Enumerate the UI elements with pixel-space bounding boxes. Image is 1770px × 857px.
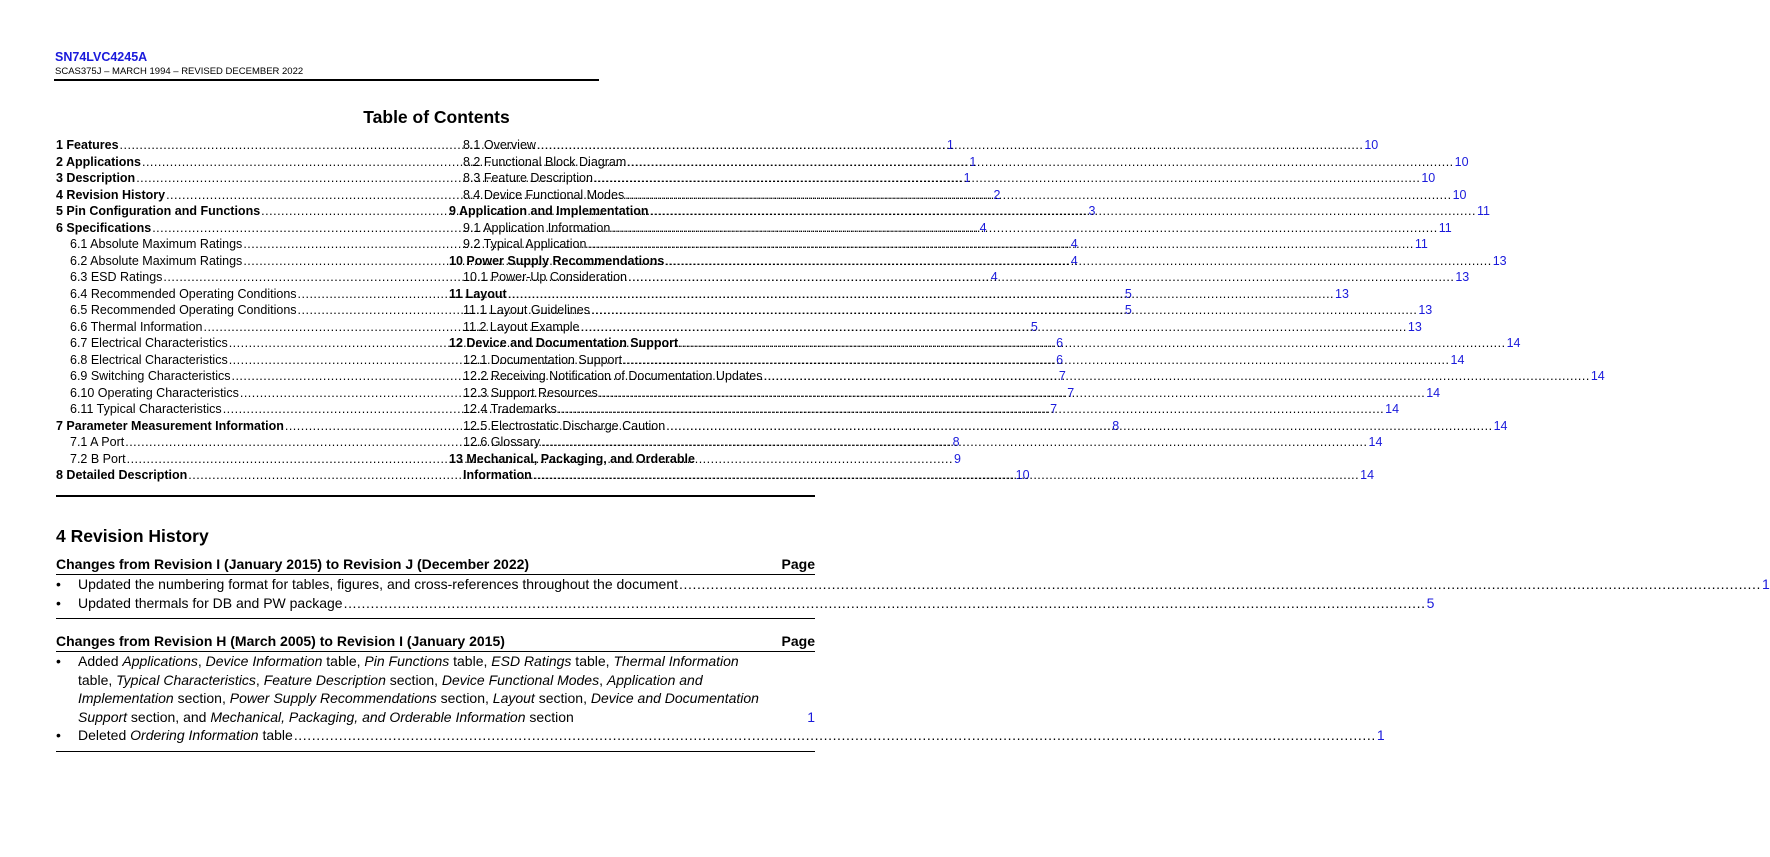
toc-entry[interactable] bbox=[449, 368, 1605, 385]
toc-entry-page-link[interactable]: 6 bbox=[1056, 336, 1064, 350]
revision-section-heading bbox=[56, 554, 815, 575]
bullet-icon: • bbox=[56, 727, 61, 743]
toc-entry-label: 6.7 Electrical Characteristics bbox=[70, 336, 228, 350]
toc-dot-leader bbox=[611, 220, 1437, 237]
revision-section-1 bbox=[56, 554, 1770, 619]
toc-entry-page-link[interactable]: 1 bbox=[946, 138, 954, 152]
revision-section-title: Changes from Revision H (March 2005) to Revision I (January 2015) bbox=[56, 633, 505, 649]
dot-leader bbox=[344, 594, 1426, 613]
toc-dot-leader bbox=[541, 434, 1367, 451]
toc-entry-label: 13 Mechanical, Packaging, and Orderable Information ..... bbox=[449, 451, 1360, 484]
document-title: SN74LVC4245A bbox=[55, 50, 148, 64]
revision-page-link[interactable]: 5 bbox=[1426, 594, 1435, 611]
toc-dot-leader bbox=[763, 368, 1589, 385]
toc-entry-label: 6.5 Recommended Operating Conditions bbox=[70, 303, 297, 317]
toc-entry-page-link[interactable]: 14 bbox=[1590, 369, 1605, 383]
toc-entry-page-link[interactable]: 9 bbox=[953, 451, 961, 466]
toc-entry[interactable] bbox=[449, 253, 1507, 270]
toc-entry-page-link[interactable]: 1 bbox=[969, 154, 977, 169]
bullet-icon: • bbox=[56, 653, 61, 669]
toc-dot-leader bbox=[508, 286, 1334, 303]
toc-entry-page-link[interactable]: 11 bbox=[1476, 204, 1490, 218]
toc-entry-page-link[interactable]: 10 bbox=[1421, 171, 1436, 185]
toc-entry-page-link[interactable]: 14 bbox=[1493, 418, 1508, 433]
toc-entry[interactable] bbox=[449, 302, 1433, 319]
page-column-label: Page bbox=[781, 633, 815, 649]
revision-page-link[interactable]: 1 bbox=[1762, 576, 1770, 592]
toc-entry-page-link[interactable]: 13 bbox=[1455, 270, 1470, 284]
toc-dot-leader bbox=[650, 203, 1476, 220]
toc-entry[interactable] bbox=[449, 137, 1379, 154]
revision-change-item bbox=[56, 575, 1770, 594]
toc-entry-page-link[interactable]: 3 bbox=[1088, 204, 1096, 218]
toc-entry[interactable] bbox=[449, 418, 1508, 435]
toc-entry-page-link[interactable]: 8 bbox=[952, 435, 960, 449]
toc-entry-label: 11.1 Layout Guidelines bbox=[463, 303, 590, 317]
toc-entry[interactable] bbox=[449, 170, 1436, 187]
toc-entry-label: 6.9 Switching Characteristics bbox=[70, 369, 231, 383]
revision-change-item bbox=[56, 594, 1435, 613]
toc-entry-label: 6.2 Absolute Maximum Ratings bbox=[70, 253, 243, 268]
toc-entry-page-link[interactable]: 4 bbox=[1070, 253, 1078, 268]
dot-leader bbox=[679, 575, 1761, 594]
toc-entry-label: 12.2 Receiving Notification of Documentation Updates bbox=[463, 369, 763, 383]
toc-entry-label: 2 Applications bbox=[56, 154, 141, 169]
revision-change-text: Updated thermals for DB and PW package bbox=[78, 594, 343, 611]
revision-section-title: Changes from Revision I (January 2015) to Revision J (December 2022) bbox=[56, 556, 530, 572]
toc-entry-label: 8.3 Feature Description bbox=[463, 171, 593, 185]
toc-title: Table of Contents bbox=[363, 107, 510, 127]
toc-entry[interactable] bbox=[449, 385, 1441, 402]
toc-entry-page-link[interactable]: 14 bbox=[1426, 385, 1441, 400]
toc-entry-page-link[interactable]: 13 bbox=[1492, 253, 1507, 268]
toc-entry-label: 12 Device and Documentation Support bbox=[449, 336, 679, 350]
toc-entry[interactable] bbox=[449, 187, 1467, 204]
toc-entry-label: 10 Power Supply Recommendations bbox=[449, 253, 665, 268]
toc-entry-page-link[interactable]: 1 bbox=[963, 171, 971, 185]
toc-entry-label: 9 Application and Implementation bbox=[449, 204, 649, 218]
toc-dot-leader bbox=[665, 253, 1491, 270]
toc-right-column bbox=[449, 137, 1605, 484]
toc-dot-leader bbox=[558, 401, 1384, 418]
page-column-label: Page bbox=[781, 556, 815, 572]
toc-entry-label: 3 Description bbox=[56, 171, 136, 185]
revision-section-heading bbox=[56, 631, 815, 652]
toc-entry-page-link[interactable]: 14 bbox=[1506, 336, 1521, 350]
toc-entry-label: 8.2 Functional Block Diagram bbox=[463, 154, 627, 169]
toc-entry[interactable] bbox=[449, 319, 1422, 336]
document-revision-line: SCAS375J – MARCH 1994 – REVISED DECEMBER 2022 bbox=[55, 66, 304, 77]
toc-entry-label: 11 Layout bbox=[449, 286, 507, 301]
toc-dot-leader bbox=[679, 335, 1505, 352]
toc-dot-leader bbox=[623, 352, 1449, 369]
toc-divider bbox=[56, 495, 815, 497]
toc-dot-leader bbox=[587, 236, 1413, 253]
toc-entry-label: 4 Revision History bbox=[56, 187, 166, 202]
toc-entry[interactable] bbox=[449, 352, 1465, 369]
toc-entry-label: 6 Specifications bbox=[56, 220, 152, 235]
toc-entry-page-link[interactable]: 10 bbox=[1364, 138, 1379, 152]
revision-page-link[interactable]: 1 bbox=[1376, 727, 1385, 743]
toc-dot-leader bbox=[625, 187, 1451, 204]
toc-entry-label: 9.2 Typical Application bbox=[463, 237, 587, 251]
toc-entry-page-link[interactable]: 6 bbox=[1056, 352, 1064, 367]
toc-entry-label: 12.4 Trademarks bbox=[463, 402, 557, 416]
toc-entry-page-link[interactable]: 5 bbox=[1030, 319, 1038, 334]
toc-entry[interactable] bbox=[56, 467, 1030, 484]
toc-entry-label: 6.4 Recommended Operating Conditions bbox=[70, 286, 297, 301]
toc-entry-label: 7.1 A Port bbox=[70, 435, 125, 449]
toc-entry[interactable] bbox=[449, 335, 1521, 352]
toc-entry[interactable] bbox=[449, 434, 1383, 451]
toc-entry-page-link[interactable]: 4 bbox=[979, 220, 987, 235]
header-divider bbox=[54, 79, 599, 81]
toc-entry-page-link[interactable]: 10 bbox=[1015, 468, 1030, 482]
toc-entry-page-link[interactable]: 11 bbox=[1438, 220, 1452, 235]
toc-entry-page-link[interactable]: 5 bbox=[1124, 286, 1132, 301]
toc-entry-label: 7 Parameter Measurement Information bbox=[56, 418, 284, 433]
toc-entry-page-link[interactable]: 14 bbox=[1385, 402, 1400, 416]
toc-entry-label: 12.6 Glossary bbox=[463, 435, 541, 449]
toc-entry-label: 12.1 Documentation Support bbox=[463, 352, 623, 367]
revision-change-list bbox=[56, 575, 1770, 612]
toc-dot-leader bbox=[594, 170, 1420, 187]
revision-change-item bbox=[56, 652, 815, 726]
revision-change-text: Added Applications, Device Information table, Pin Functions table, ESD Ratings table, Thermal Information table, Typical Characteristics, Feature Description section, Device Functional Modes, Application and Implementation section, Power Supply Recommendations section, Layout section, Device and Documentation Support section, and Mechanical, Packaging, and Orderable Information section bbox=[78, 653, 759, 725]
toc-dot-leader bbox=[533, 467, 1359, 484]
revision-page-link[interactable]: 1 bbox=[807, 708, 815, 725]
toc-entry-page-link[interactable]: 7 bbox=[1050, 402, 1058, 416]
toc-entry[interactable] bbox=[449, 401, 1400, 418]
toc-dot-leader bbox=[599, 385, 1425, 402]
toc-entry-label: 6.10 Operating Characteristics bbox=[70, 385, 239, 400]
revision-section-divider bbox=[56, 618, 815, 619]
toc-entry-label: 12.5 Electrostatic Discharge Caution bbox=[463, 418, 666, 433]
revision-section-divider bbox=[56, 751, 815, 752]
toc-entry-page-link[interactable]: 13 bbox=[1335, 286, 1349, 301]
toc-dot-leader bbox=[628, 269, 1454, 286]
toc-dot-leader bbox=[581, 319, 1407, 336]
revision-change-text: Deleted Ordering Information table bbox=[78, 727, 293, 743]
toc-entry-page-link[interactable]: 11 bbox=[1414, 237, 1428, 251]
revision-history-title: 4 Revision History bbox=[56, 526, 209, 546]
dot-leader bbox=[294, 726, 1376, 745]
toc-entry[interactable] bbox=[449, 220, 1452, 237]
toc-entry-label: 6.11 Typical Characteristics bbox=[70, 402, 222, 416]
toc-entry-page-link[interactable]: 10 bbox=[1454, 154, 1469, 169]
toc-entry-page-link[interactable]: 13 bbox=[1407, 319, 1422, 334]
toc-entry-label: 6.1 Absolute Maximum Ratings bbox=[70, 237, 243, 251]
toc-entry-label: 8.1 Overview bbox=[463, 138, 536, 152]
toc-entry-label: 10.1 Power-Up Consideration bbox=[463, 270, 627, 284]
toc-entry-label: 6.3 ESD Ratings bbox=[70, 270, 163, 284]
toc-entry[interactable] bbox=[449, 154, 1469, 171]
toc-entry-page-link[interactable]: 7 bbox=[1067, 385, 1075, 400]
toc-entry-page-link[interactable]: 2 bbox=[993, 187, 1001, 202]
revision-change-text: Updated the numbering format for tables, figures, and cross-references throughout the document bbox=[78, 576, 679, 592]
bullet-icon: • bbox=[56, 576, 61, 592]
toc-entry-label: 8 Detailed Description bbox=[56, 468, 188, 482]
toc-entry-page-link[interactable]: 5 bbox=[1124, 303, 1132, 317]
revision-change-list bbox=[56, 652, 1385, 745]
toc-entry-label: 9.1 Application Information bbox=[463, 220, 611, 235]
toc-dot-leader bbox=[537, 137, 1363, 154]
toc-entry-label: 11.2 Layout Example bbox=[463, 319, 580, 334]
toc-dot-leader bbox=[666, 418, 1492, 435]
toc-entry-label: 6.6 Thermal Information bbox=[70, 319, 203, 334]
toc-entry-page-link[interactable]: 10 bbox=[1452, 187, 1467, 202]
toc-entry-label: 8.4 Device Functional Modes bbox=[463, 187, 625, 202]
toc-entry-label: 6.8 Electrical Characteristics bbox=[70, 352, 228, 367]
toc-entry[interactable] bbox=[449, 269, 1470, 286]
toc-entry[interactable] bbox=[449, 286, 1349, 303]
toc-entry-page-link[interactable]: 4 bbox=[990, 270, 998, 284]
toc-entry-page-link[interactable]: 8 bbox=[1112, 418, 1120, 433]
toc-dot-leader bbox=[627, 154, 1453, 171]
revision-section-2 bbox=[56, 631, 1385, 752]
toc-entry-label: 7.2 B Port bbox=[70, 451, 126, 466]
toc-entry-label: 1 Features bbox=[56, 138, 119, 152]
toc-entry-page-link[interactable]: 14 bbox=[1360, 468, 1375, 482]
toc-entry-page-link[interactable]: 13 bbox=[1418, 303, 1433, 317]
toc-entry-page-link[interactable]: 4 bbox=[1070, 237, 1078, 251]
toc-entry-page-link[interactable]: 7 bbox=[1058, 369, 1066, 383]
bullet-icon: • bbox=[56, 594, 61, 611]
revision-change-item bbox=[56, 726, 1385, 745]
toc-dot-leader bbox=[591, 302, 1417, 319]
toc-entry-label: 5 Pin Configuration and Functions bbox=[56, 204, 261, 218]
toc-entry-page-link[interactable]: 14 bbox=[1450, 352, 1465, 367]
toc-entry-label: 12.3 Support Resources bbox=[463, 385, 598, 400]
toc-entry[interactable] bbox=[449, 203, 1490, 220]
toc-entry[interactable] bbox=[449, 236, 1428, 253]
toc-entry-page-link[interactable]: 14 bbox=[1368, 435, 1383, 449]
